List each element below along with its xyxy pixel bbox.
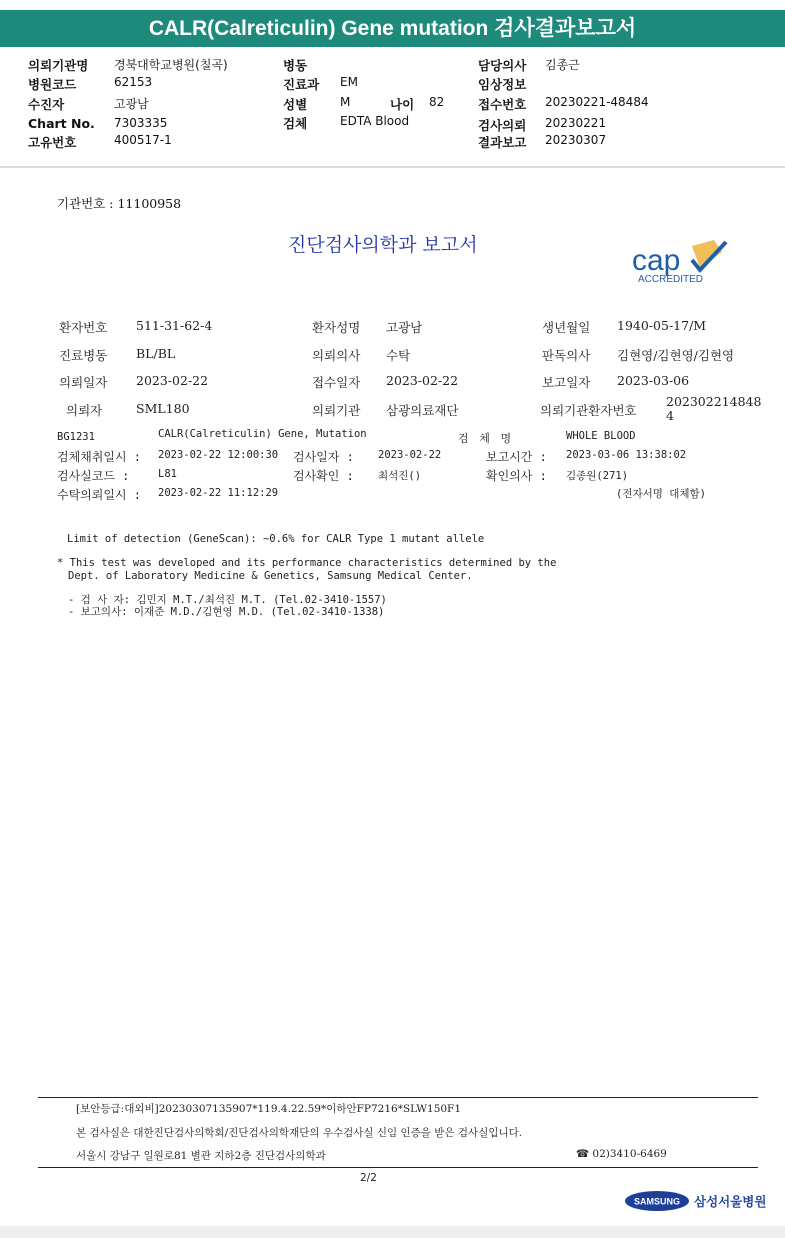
phone-line: ☎ 02)3410-6469 xyxy=(576,1148,667,1160)
req-inst-value: 경북대학교병원(칠곡) xyxy=(114,58,228,72)
req-inst-label-2: 의뢰기관 xyxy=(312,403,361,418)
security-line: [보안등급:대외비]20230307135907*119.4.22.59*이하안FP7216*SLW150F1 xyxy=(76,1103,462,1115)
result-value: 20230307 xyxy=(545,133,607,147)
requester-value: SML180 xyxy=(136,401,190,416)
ward-label: 병동 xyxy=(283,58,308,73)
recv-date-value: 2023-02-22 xyxy=(386,373,459,388)
exam-date-label: 검사일자 : xyxy=(293,450,354,464)
hosp-code-label: 병원코드 xyxy=(28,77,77,92)
hosp-code-value: 62153 xyxy=(114,75,153,89)
req-doctor-value: 수탁 xyxy=(386,348,411,363)
recv-date-label: 접수일자 xyxy=(312,375,361,390)
chart-value: 7303335 xyxy=(114,116,168,130)
report-time-label: 보고시간 : xyxy=(486,450,547,464)
doctor-value: 김종근 xyxy=(545,58,580,72)
req-inst-pt-value-2: 4 xyxy=(666,408,674,423)
cap-logo-text: cap xyxy=(632,244,681,277)
age-label: 나이 xyxy=(390,97,415,112)
header-divider xyxy=(0,166,785,168)
confirm-value: 최석진() xyxy=(378,470,422,482)
room-code-value: L81 xyxy=(158,468,177,480)
patient-no-value: 511-31-62-4 xyxy=(136,318,213,333)
samsung-logo-text: SAMSUNG xyxy=(633,1196,681,1207)
test-code: BG1231 xyxy=(57,431,95,443)
consign-value: 2023-02-22 11:12:29 xyxy=(158,487,279,499)
exam-date-value: 2023-02-22 xyxy=(378,449,442,461)
report-title-bar: CALR(Calreticulin) Gene mutation 검사결과보고서 xyxy=(0,10,785,47)
exam-req-label: 검사의뢰 xyxy=(478,118,527,133)
accession-label: 접수번호 xyxy=(478,97,527,112)
age-value: 82 xyxy=(429,95,445,109)
specimen-value: EDTA Blood xyxy=(340,114,410,128)
address-line: 서울시 강남구 일원로81 별관 지하2층 진단검사의학과 xyxy=(76,1150,326,1162)
dev-note-1: * This test was developed and its performance characteristics determined by the xyxy=(57,557,557,569)
exam-req-value: 20230221 xyxy=(545,116,607,130)
report-date-label: 보고일자 xyxy=(542,375,591,390)
patient-value: 고광남 xyxy=(114,97,149,111)
footer-bottom-line xyxy=(38,1167,758,1168)
report-heading: 진단검사의학과 보고서 xyxy=(288,234,478,256)
req-inst-label: 의뢰기관명 xyxy=(28,58,89,73)
reader-value: 김현영/김현영/김현영 xyxy=(617,348,735,363)
specimen-label: 검체 xyxy=(283,116,308,131)
lod-note: Limit of detection (GeneScan): ~0.6% for CALR Type 1 mutant allele xyxy=(67,533,485,545)
dept-label: 진료과 xyxy=(283,77,320,92)
care-ward-label: 진료병동 xyxy=(59,348,108,363)
staff-note-1: - 검 사 자: 김민지 M.T./최석진 M.T. (Tel.02-3410-1557) xyxy=(68,594,387,606)
cap-accredited-logo xyxy=(630,238,730,288)
doctor-label: 담당의사 xyxy=(478,58,527,73)
dev-note-2: Dept. of Laboratory Medicine & Genetics, Samsung Medical Center. xyxy=(68,570,473,582)
req-inst-pt-label: 의뢰기관환자번호 xyxy=(540,403,637,418)
staff-note-2: - 보고의사: 이재준 M.D./김현영 M.D. (Tel.02-3410-1338) xyxy=(68,606,385,618)
certification-line: 본 검사실은 대한진단검사의학회/진단검사의학재단의 우수검사실 신임 인증을 받은 검사실입니다. xyxy=(76,1127,523,1139)
specimen-name-value: WHOLE BLOOD xyxy=(566,430,636,442)
birth-label: 생년월일 xyxy=(542,320,591,335)
requester-label: 의뢰자 xyxy=(66,403,103,418)
result-label: 결과보고 xyxy=(478,135,527,150)
patient-name-label: 환자성명 xyxy=(312,320,361,335)
sex-label: 성별 xyxy=(283,97,308,112)
patient-name-value: 고광남 xyxy=(386,320,423,335)
birth-value: 1940-05-17/M xyxy=(617,318,707,333)
collect-value: 2023-02-22 12:00:30 xyxy=(158,449,279,461)
sex-value: M xyxy=(340,95,351,109)
room-code-label: 검사실코드 : xyxy=(57,469,130,483)
patient-label: 수진자 xyxy=(28,97,65,112)
unique-value: 400517-1 xyxy=(114,133,172,147)
doc-confirm-value: 김종원(271) xyxy=(566,470,629,482)
specimen-name-label: 검 체 명 xyxy=(458,432,514,445)
test-name: CALR(Calreticulin) Gene, Mutation xyxy=(158,428,367,440)
clinical-label: 임상정보 xyxy=(478,77,527,92)
care-ward-value: BL/BL xyxy=(136,346,176,361)
collect-label: 검체채취일시 : xyxy=(57,450,142,464)
confirm-label: 검사확인 : xyxy=(293,469,354,483)
patient-no-label: 환자번호 xyxy=(59,320,108,335)
req-inst-pt-value-1: 202302214848 xyxy=(666,394,762,409)
institution-number: 기관번호 : 11100958 xyxy=(57,196,182,211)
report-date-value: 2023-03-06 xyxy=(617,373,690,388)
cap-sub-text: ACCREDITED xyxy=(638,274,704,285)
reader-label: 판독의사 xyxy=(542,348,591,363)
page-number: 2/2 xyxy=(360,1172,377,1184)
hospital-name: 삼성서울병원 xyxy=(694,1194,767,1209)
esign-note: (전자서명 대체함) xyxy=(616,488,706,500)
page-bottom-band xyxy=(0,1226,785,1238)
req-date-value: 2023-02-22 xyxy=(136,373,209,388)
footer-top-line xyxy=(38,1097,758,1098)
unique-label: 고유번호 xyxy=(28,135,77,150)
doc-confirm-label: 확인의사 : xyxy=(486,469,547,483)
chart-label: Chart No. xyxy=(28,116,95,131)
consign-label: 수탁의뢰일시 : xyxy=(57,488,142,502)
req-inst-value-2: 삼광의료재단 xyxy=(386,403,459,418)
req-date-label: 의뢰일자 xyxy=(59,375,108,390)
dept-value: EM xyxy=(340,75,358,89)
accession-value: 20230221-48484 xyxy=(545,95,649,109)
samsung-logo xyxy=(624,1190,690,1212)
report-time-value: 2023-03-06 13:38:02 xyxy=(566,449,687,461)
req-doctor-label: 의뢰의사 xyxy=(312,348,361,363)
